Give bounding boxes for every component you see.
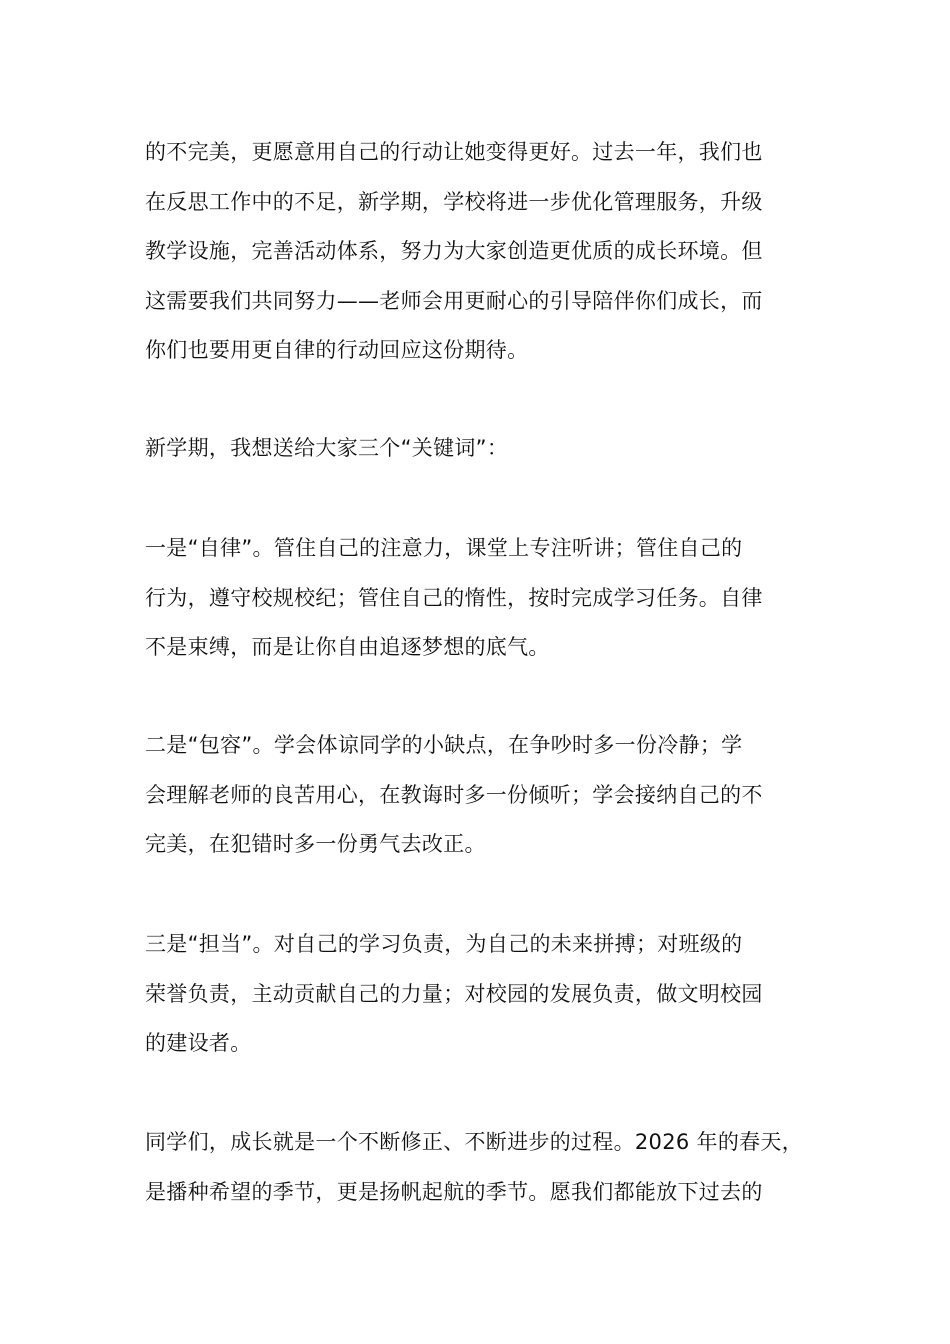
- text-line: 教学设施，完善活动体系，努力为大家创造更优质的成长环境。但: [145, 239, 763, 263]
- text-line: 荣誉负责，主动贡献自己的力量；对校园的发展负责，做文明校园: [145, 981, 763, 1006]
- text-line: 不是束缚，而是让你自由追逐梦想的底气。: [145, 635, 550, 659]
- paragraph-closing: [145, 1118, 815, 1217]
- text-line: 这需要我们共同努力——老师会用更耐心的引导陪伴你们成长，而: [145, 288, 763, 313]
- text-line: 会理解老师的良苦用心，在教诲时多一份倾听；学会接纳自己的不: [145, 782, 763, 807]
- text-line: 的不完美，更愿意用自己的行动让她变得更好。过去一年，我们也: [145, 140, 763, 164]
- text-line: 是播种希望的季节，更是扬帆起航的季节。愿我们都能放下过去的: [145, 1179, 763, 1204]
- text-line: 一是“自律”。管住自己的注意力，课堂上专注听讲；管住自己的: [145, 536, 743, 560]
- paragraph-keyword-self-discipline: [145, 524, 815, 673]
- text-line: 二是“包容”。学会体谅同学的小缺点，在争吵时多一份冷静；学: [145, 733, 743, 757]
- paragraph-keyword-tolerance: [145, 721, 815, 870]
- paragraph-keyword-responsibility: [145, 920, 815, 1069]
- text-line: 完美，在犯错时多一份勇气去改正。: [145, 832, 486, 856]
- text-line: 在反思工作中的不足，新学期，学校将进一步优化管理服务，升级: [145, 189, 763, 214]
- paragraph-school-improvement: [145, 128, 815, 376]
- text-line: 行为，遵守校规校纪；管住自己的惰性，按时完成学习任务。自律: [145, 585, 763, 610]
- text-line: 三是“担当”。对自己的学习负责，为自己的未来拼搏；对班级的: [145, 932, 743, 956]
- paragraph-keywords-intro: [145, 424, 815, 474]
- text-line: 你们也要用更自律的行动回应这份期待。: [145, 338, 529, 362]
- text-line: 新学期，我想送给大家三个“关键词”：: [145, 436, 509, 460]
- text-line: 的建设者。: [145, 1031, 252, 1055]
- text-line: 同学们，成长就是一个不断修正、不断进步的过程。2026 年的春天，: [145, 1130, 804, 1154]
